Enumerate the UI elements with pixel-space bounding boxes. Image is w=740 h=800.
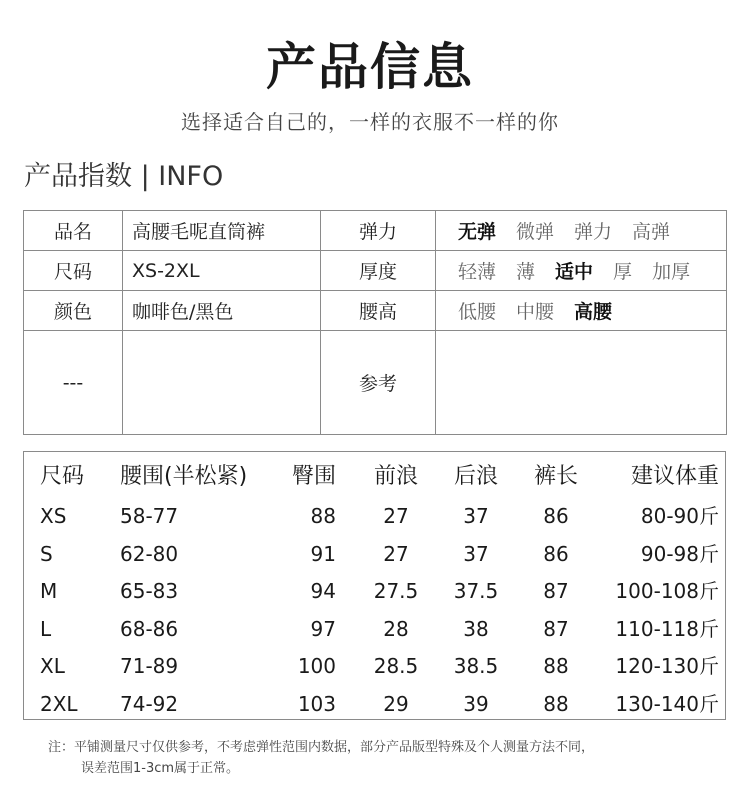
size-cell: 37	[463, 541, 489, 566]
size-row	[24, 497, 725, 535]
size-cell: 110-118斤	[615, 616, 719, 641]
product-info-table	[23, 210, 727, 435]
size-cell: M	[40, 579, 58, 603]
size-cell: 120-130斤	[615, 654, 719, 678]
size-chart	[23, 451, 726, 720]
size-row	[24, 647, 725, 685]
elastic-label: 弹力	[321, 211, 436, 251]
size-header-cell: 裤长	[533, 464, 578, 489]
size-row	[24, 610, 725, 648]
reference-label: 参考	[321, 331, 436, 435]
thickness-option: 适中	[555, 261, 594, 283]
waist-option: 低腰	[458, 301, 497, 323]
thickness-options	[436, 251, 727, 291]
size-cell: 130-140斤	[615, 691, 719, 716]
thickness-label: 厚度	[321, 251, 436, 291]
elastic-option: 无弹	[458, 221, 497, 243]
thickness-option: 轻薄	[458, 261, 497, 283]
waist-option: 中腰	[516, 301, 555, 323]
name-value: 高腰毛呢直筒裤	[123, 211, 321, 251]
size-cell: 38.5	[453, 654, 499, 678]
size-cell: 88	[310, 504, 336, 528]
waist-option: 高腰	[574, 301, 613, 323]
info-row-name	[24, 211, 727, 251]
size-value: XS-2XL	[123, 251, 321, 291]
size-header-cell: 臀围	[291, 464, 336, 489]
size-cell: 28.5	[373, 654, 419, 678]
size-cell: 27	[383, 541, 409, 566]
size-cell: 86	[543, 504, 569, 528]
size-cell: 100-108斤	[615, 579, 719, 603]
size-cell: L	[40, 616, 52, 641]
elastic-options	[436, 211, 727, 251]
info-row-reference	[24, 331, 727, 435]
size-cell: 27.5	[373, 579, 419, 603]
footnote	[48, 737, 728, 779]
size-cell: 90-98斤	[640, 541, 719, 566]
size-cell: 100	[297, 654, 336, 678]
size-row	[24, 572, 725, 610]
size-cell: 39	[463, 691, 489, 716]
size-cell: 68-86	[120, 616, 179, 641]
info-row-size	[24, 251, 727, 291]
reference-value	[436, 331, 727, 435]
name-label: 品名	[24, 211, 123, 251]
size-label: 尺码	[24, 251, 123, 291]
size-cell: 94	[310, 579, 336, 603]
size-header-cell: 后浪	[453, 464, 498, 489]
page-title: 产品信息	[266, 38, 474, 96]
thickness-option: 加厚	[652, 261, 691, 283]
other-value	[123, 331, 321, 435]
size-cell: XL	[40, 654, 65, 678]
thickness-option: 薄	[516, 261, 536, 283]
size-cell: 37.5	[453, 579, 499, 603]
size-cell: 27	[383, 504, 409, 528]
note-line-1: 注：平铺测量尺寸仅供参考，不考虑弹性范围内数据，部分产品版型特殊及个人测量方法不同，	[48, 740, 595, 755]
size-cell: 65-83	[120, 579, 179, 603]
size-row	[24, 685, 725, 723]
size-cell: 97	[310, 616, 336, 641]
color-label: 颜色	[24, 291, 123, 331]
thickness-option: 厚	[613, 261, 633, 283]
size-cell: 91	[310, 541, 336, 566]
size-cell: 58-77	[120, 504, 179, 528]
section-heading: 产品指数 | INFO	[24, 161, 224, 192]
size-cell: 2XL	[40, 691, 78, 716]
size-header-cell: 腰围(半松紧)	[120, 464, 248, 489]
size-cell: XS	[40, 504, 67, 528]
size-cell: 37	[463, 504, 489, 528]
color-value: 咖啡色/黑色	[123, 291, 321, 331]
size-cell: 74-92	[120, 691, 179, 716]
size-cell: 38	[463, 616, 489, 641]
size-cell: 29	[383, 691, 409, 716]
elastic-option: 微弹	[516, 221, 555, 243]
other-label: ---	[24, 331, 123, 435]
elastic-option: 高弹	[632, 221, 671, 243]
elastic-option: 弹力	[574, 221, 613, 243]
page-subtitle: 选择适合自己的，一样的衣服不一样的你	[181, 110, 559, 134]
size-header-cell: 前浪	[373, 464, 418, 489]
info-row-color	[24, 291, 727, 331]
size-cell: S	[40, 541, 53, 566]
note-line-2: 误差范围1-3cm属于正常。	[81, 761, 240, 776]
size-cell: 71-89	[120, 654, 179, 678]
waist-label: 腰高	[321, 291, 436, 331]
size-header-row	[24, 456, 725, 498]
waist-options	[436, 291, 727, 331]
size-cell: 87	[543, 579, 569, 603]
size-cell: 28	[383, 616, 409, 641]
size-header-cell: 尺码	[40, 464, 85, 489]
size-row	[24, 535, 725, 573]
size-cell: 80-90斤	[640, 504, 719, 528]
size-cell: 88	[543, 654, 569, 678]
size-header-cell: 建议体重	[630, 464, 719, 489]
size-cell: 87	[543, 616, 569, 641]
size-cell: 62-80	[120, 541, 179, 566]
size-cell: 88	[543, 691, 569, 716]
size-cell: 103	[297, 691, 336, 716]
size-cell: 86	[543, 541, 569, 566]
